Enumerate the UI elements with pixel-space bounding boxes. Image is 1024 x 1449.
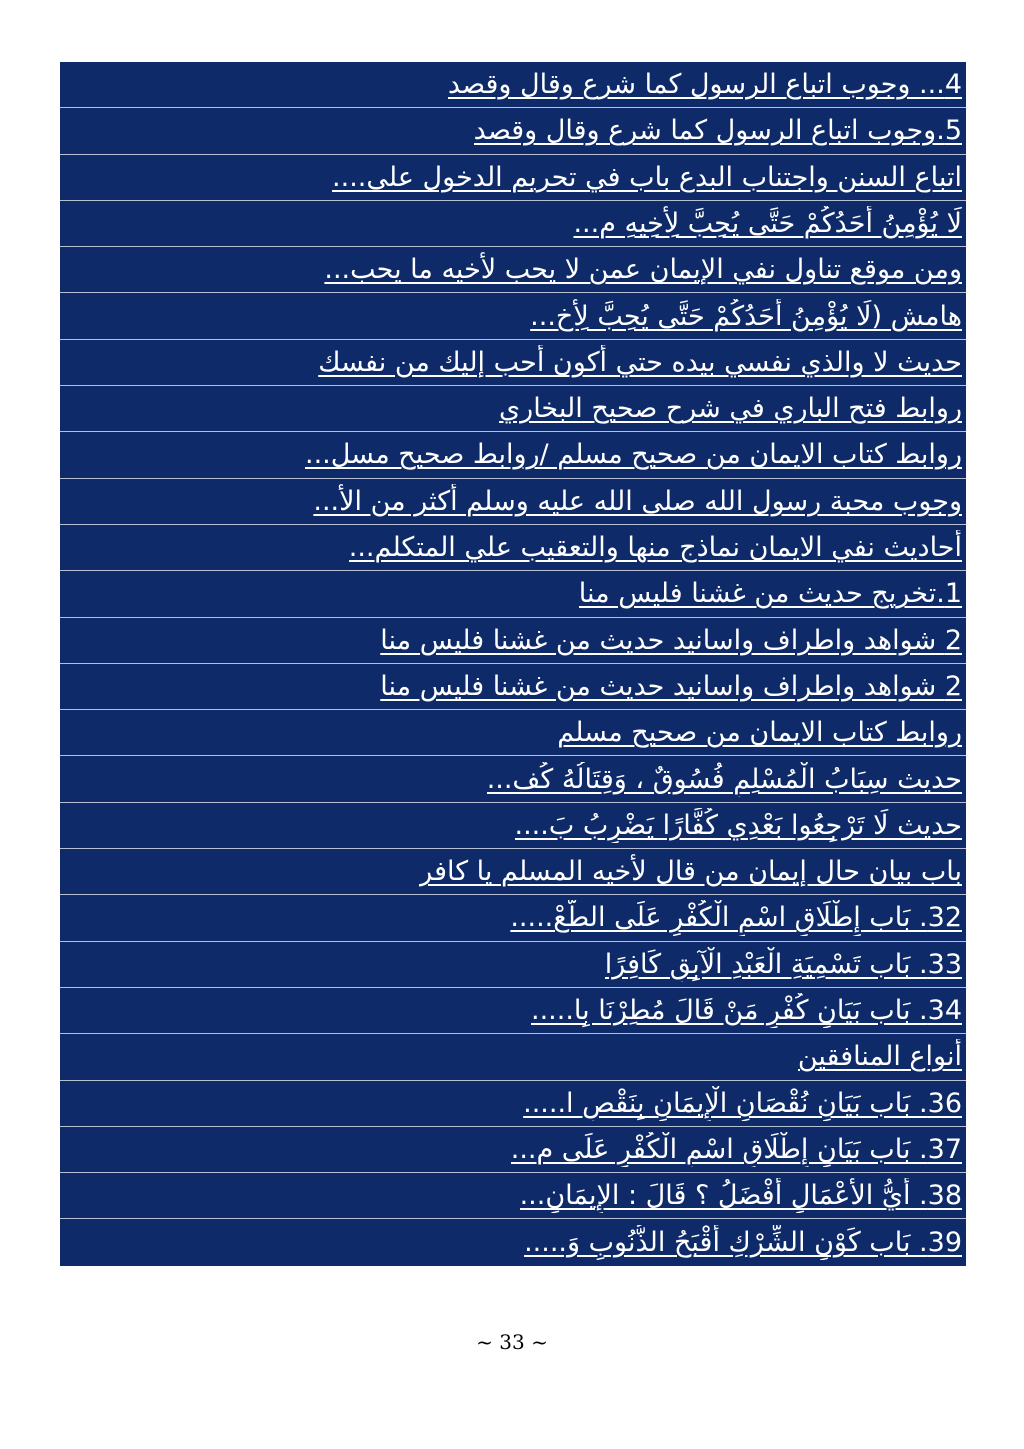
link-item[interactable]: 37. بَاب بَيَانِ إِطْلَاقِ اسْمِ الْكُفْرِ عَلَى م... <box>510 1133 962 1165</box>
link-item[interactable]: حديث سِبَابُ الْمُسْلِمِ فُسُوقٌ ، وَقِتَالُهُ كُف... <box>486 763 962 795</box>
link-row <box>60 1034 966 1080</box>
link-item[interactable]: 2 شواهد واطراف واسانيد حديث من غشنا فليس منا <box>380 624 962 656</box>
link-item[interactable]: روابط كتاب الايمان من صحيح مسلم <box>557 717 962 749</box>
link-item[interactable]: هامش (لَا يُؤْمِنُ أَحَدُكُمْ حَتَّى يُحِبَّ لِأَخ... <box>530 300 962 332</box>
link-row <box>60 340 966 386</box>
link-row <box>60 293 966 339</box>
link-item[interactable]: 32. بَاب إِطْلَاقِ اسْمِ الْكُفْرِ عَلَى الطَّعْ..... <box>510 902 962 934</box>
link-item[interactable]: ومن موقع تناول نفي الإيمان عمن لا يحب لأخيه ما يحب... <box>324 254 962 286</box>
link-row <box>60 1127 966 1173</box>
link-item[interactable]: 5.وجوب اتباع الرسول كما شرع وقال وقصد <box>473 115 962 147</box>
link-item[interactable]: 33. بَاب تَسْمِيَةِ الْعَبْدِ الْآبِقِ كَافِرًا <box>604 948 962 980</box>
page-number: ~ 33 ~ <box>476 1330 548 1354</box>
link-row <box>60 247 966 293</box>
link-list-table <box>60 62 966 1266</box>
link-item[interactable]: اتباع السنن واجتناب البدع باب في تحريم الدخول على.... <box>332 161 962 193</box>
link-item[interactable]: 4... وجوب اتباع الرسول كما شرع وقال وقصد <box>447 69 962 101</box>
link-item[interactable]: حديث لَا تَرْجِعُوا بَعْدِي كُفَّارًا يَضْرِبُ بَ.... <box>514 809 962 841</box>
link-item[interactable]: أنواع المنافقين <box>797 1041 962 1073</box>
link-item[interactable]: لَا يُؤْمِنُ أَحَدُكُمْ حَتَّى يُحِبَّ لِأَخِيهِ م... <box>573 207 962 239</box>
link-row <box>60 618 966 664</box>
link-item[interactable]: باب بيان حال إيمان من قال لأخيه المسلم يا كافر <box>419 856 962 888</box>
link-row <box>60 942 966 988</box>
link-item[interactable]: 36. بَاب بَيَانِ نُقْصَانِ الْإِيمَانِ بِنَقْصِ ا..... <box>523 1087 962 1119</box>
link-row <box>60 1081 966 1127</box>
link-row <box>60 849 966 895</box>
link-row <box>60 571 966 617</box>
link-item[interactable]: وجوب محبة رسول الله صلى الله عليه وسلم أكثر من الأ... <box>313 485 962 517</box>
link-item[interactable]: 34. بَاب بَيَانِ كُفْرِ مَنْ قَالَ مُطِرْنَا بِا..... <box>531 995 962 1027</box>
link-item[interactable]: 1.تخريج حديث من غشنا فليس منا <box>578 578 962 610</box>
link-item[interactable]: أحاديث نفي الايمان نماذج منها والتعقيب علي المتكلم... <box>348 532 962 564</box>
link-row <box>60 432 966 478</box>
link-row <box>60 201 966 247</box>
link-row <box>60 756 966 802</box>
link-item[interactable]: روابط فتح الباري في شرح صحيح البخاري <box>499 393 962 425</box>
link-item[interactable]: 39. بَاب كَوْنِ الشِّرْكِ أَقْبَحُ الذُّنُوبِ وَ..... <box>524 1227 962 1259</box>
link-row <box>60 479 966 525</box>
link-row <box>60 803 966 849</box>
link-row <box>60 525 966 571</box>
link-row <box>60 155 966 201</box>
link-row <box>60 710 966 756</box>
link-row <box>60 1219 966 1265</box>
link-row <box>60 895 966 941</box>
link-row <box>60 988 966 1034</box>
link-row <box>60 664 966 710</box>
link-item[interactable]: 2 شواهد واطراف واسانيد حديث من غشنا فليس منا <box>380 670 962 702</box>
link-row <box>60 1173 966 1219</box>
link-item[interactable]: روابط كتاب الايمان من صحيح مسلم /روابط صحيح مسل... <box>304 439 962 471</box>
link-item[interactable]: 38. أَيُّ الأَعْمَالِ أَفْضَلُ ؟ قَالَ : الإِيمَانِ... <box>519 1180 962 1212</box>
link-item[interactable]: حديث لا والذي نفسي بيده حتي أكون أحب إليك من نفسك <box>318 346 962 378</box>
link-row <box>60 62 966 108</box>
link-row <box>60 386 966 432</box>
link-row <box>60 108 966 154</box>
